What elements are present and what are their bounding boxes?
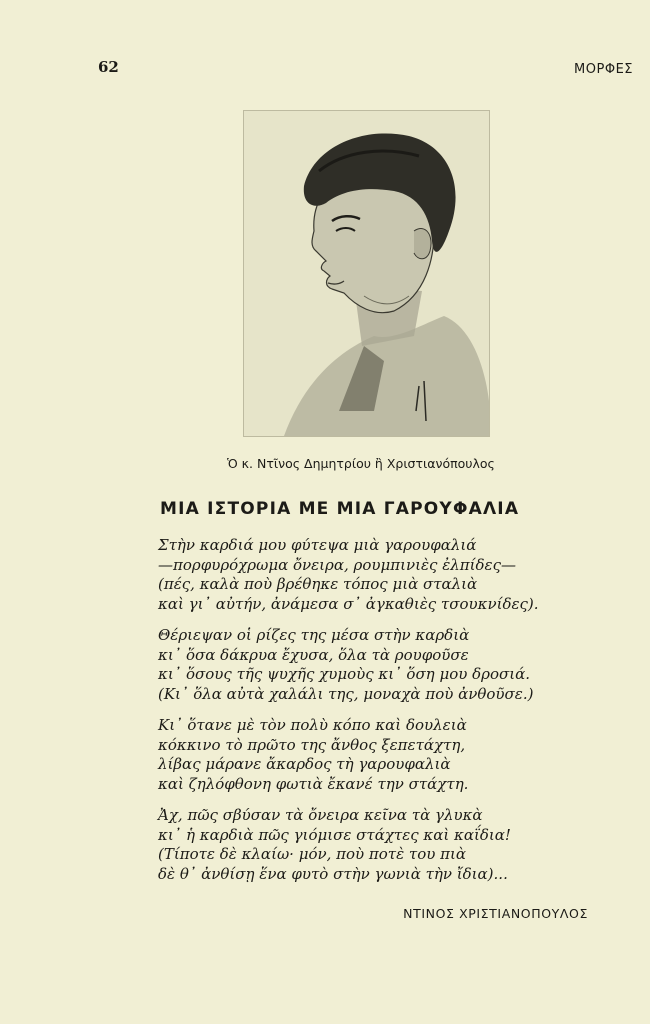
poem-line: Ἀχ, πῶς σβύσαν τὰ ὄνειρα κεῖνα τὰ γλυκὰ — [158, 806, 483, 824]
author-signature: ΝΤΙΝΟΣ ΧΡΙΣΤΙΑΝΟΠΟΥΛΟΣ — [403, 906, 588, 921]
poem-line: καὶ γι᾽ αὐτήν, ἀνάμεσα σ᾽ ἀγκαθιὲς τσουκνίδες). — [158, 594, 539, 613]
poem-line: κόκκινο τὸ πρῶτο της ἄνθος ξεπετάχτη, — [158, 735, 466, 754]
poem-line: Κι᾽ ὅτανε μὲ τὸν πολὺ κόπο καὶ δουλειὰ — [158, 716, 467, 734]
stanza — [158, 806, 588, 884]
poem-title: ΜΙΑ ΙΣΤΟΡΙΑ ΜΕ ΜΙΑ ΓΑΡΟΥΦΑΛΙΑ — [160, 499, 520, 519]
poem-line: κι᾽ ὅσους τῆς ψυχῆς χυμοὺς κι᾽ ὅση μου δροσιά. — [158, 665, 531, 683]
stanza — [158, 626, 588, 704]
portrait-caption — [0, 456, 650, 471]
poem-line: Στὴν καρδιά μου φύτεψα μιὰ γαρουφαλιά — [158, 536, 477, 554]
caption-text: Ὁ κ. Ντῖνος Δημητρίου ἢ Χριστιανόπουλος — [227, 456, 495, 471]
poem-line: λίβας μάρανε ἄκαρδος τὴ γαρουφαλιὰ — [158, 755, 451, 773]
poem-line: (Τίποτε δὲ κλαίω· μόν, ποὺ ποτὲ του πιὰ — [158, 845, 467, 863]
poem-line: δὲ θ᾽ ἀνθίσῃ ἕνα φυτὸ στὴν γωνιὰ τὴν ἴδια)... — [158, 864, 508, 883]
stanza — [158, 536, 588, 614]
poem-line: κι᾽ ὅσα δάκρυα ἔχυσα, ὅλα τὰ ρουφοῦσε — [158, 645, 469, 664]
stanza — [158, 716, 588, 794]
poem-line: καὶ ζηλόφθονη φωτιὰ ἔκανέ την στάχτη. — [158, 774, 469, 793]
portrait-drawing — [243, 110, 490, 437]
running-head: ΜΟΡΦΕΣ — [574, 62, 633, 77]
poem-line: —πορφυρόχρωμα ὄνειρα, ρουμπινιὲς ἐλπίδες— — [158, 555, 516, 574]
poem-line: Θέριεψαν οἱ ρίζες της μέσα στὴν καρδιὰ — [158, 626, 470, 644]
poem-body — [158, 536, 588, 896]
poem-line: (πές, καλὰ ποὺ βρέθηκε τόπος μιὰ σταλιὰ — [158, 575, 478, 593]
poem-line: κι᾽ ἡ καρδιὰ πῶς γιόμισε στάχτες καὶ καΐδια! — [158, 825, 511, 844]
poem-line: (Κι᾽ ὅλα αὐτὰ χαλάλι της, μοναχὰ ποὺ ἀνθοῦσε.) — [158, 684, 534, 703]
page-number: 62 — [98, 58, 119, 76]
